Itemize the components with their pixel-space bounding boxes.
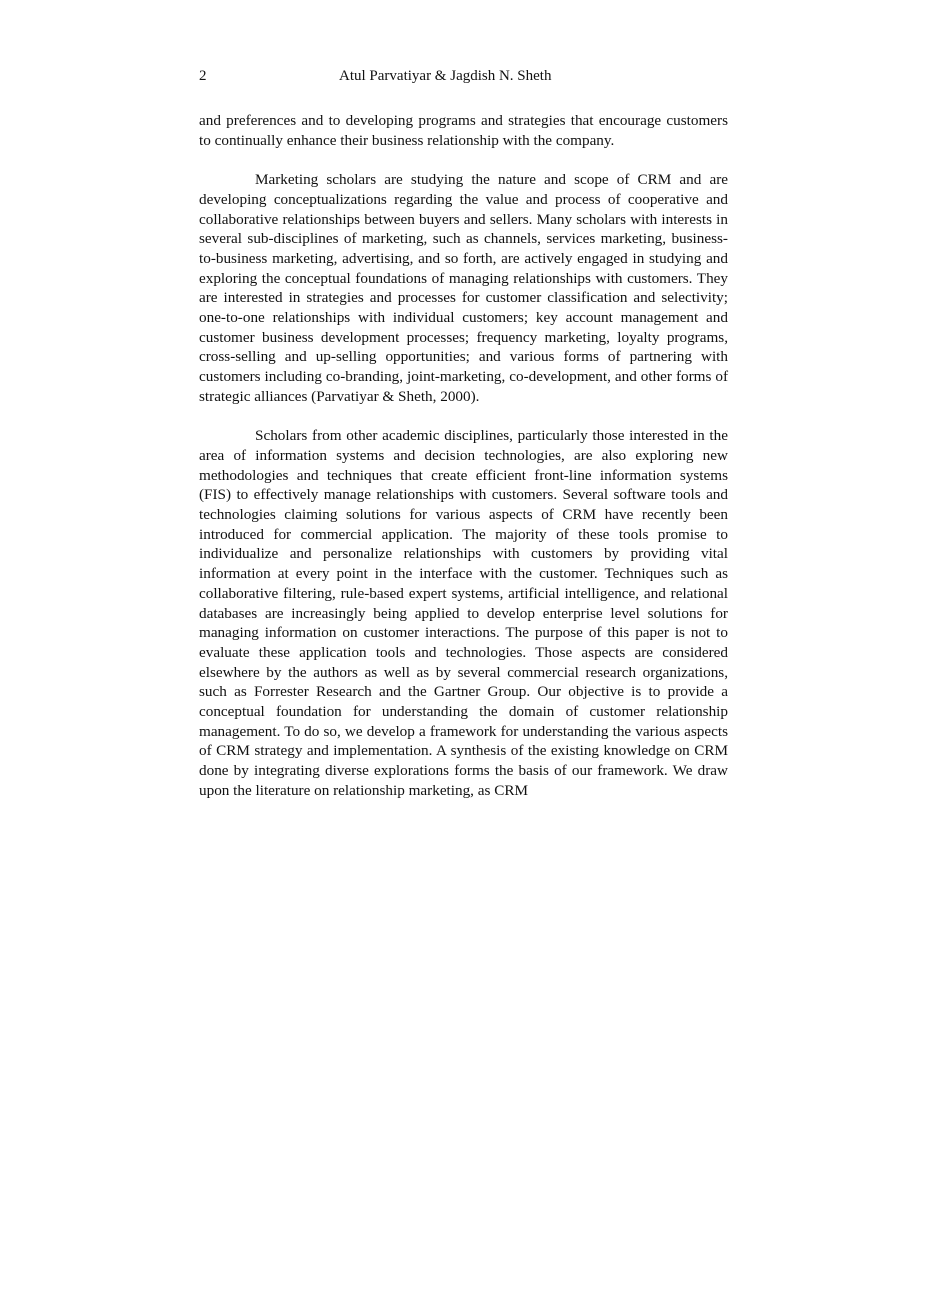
body-text	[199, 111, 728, 820]
running-header	[199, 66, 728, 86]
paragraph-marketing-scholars: Marketing scholars are studying the nature and scope of CRM and are developing conceptualizations regarding the value and process of cooperative and collaborative relationships between buyers and sellers. Many scholars with interests in several sub-disciplines of marketing, such as channels, services marketing, business-to-business marketing, advertising, and so forth, are actively engaged in studying and exploring the conceptual foundations of managing relationships with customers. They are interested in strategies and processes for customer classification and selectivity; one-to-one relationships with individual customers; key account management and customer business development processes; frequency marketing, loyalty programs, cross-selling and up-selling opportunities; and various forms of partnering with customers including co-branding, joint-marketing, co-development, and other forms of strategic alliances (Parvatiyar & Sheth, 2000).	[199, 171, 728, 405]
paragraph-continuation: and preferences and to developing programs and strategies that encourage customers to continually enhance their business relationship with the company.	[199, 112, 728, 149]
running-head-authors: Atul Parvatiyar & Jagdish N. Sheth	[339, 68, 552, 84]
page-number: 2	[199, 68, 207, 84]
paragraph-other-disciplines: Scholars from other academic disciplines, particularly those interested in the area of information systems and decision technologies, are also exploring new methodologies and techniques that create efficient front-line information systems (FIS) to effectively manage relationships with customers. Several software tools and technologies claiming solutions for various aspects of CRM have recently been introduced for commercial application. The majority of these tools promise to individualize and personalize relationships with customers by providing vital information at every point in the interface with the customer. Techniques such as collaborative filtering, rule-based expert systems, artificial intelligence, and relational databases are increasingly being applied to develop enterprise level solutions for managing information on customer interactions. The purpose of this paper is not to evaluate these application tools and technologies. Those aspects are considered elsewhere by the authors as well as by several commercial research organizations, such as Forrester Research and the Gartner Group. Our objective is to provide a conceptual foundation for understanding the domain of customer relationship management. To do so, we develop a framework for understanding the various aspects of CRM strategy and implementation. A synthesis of the existing knowledge on CRM done by integrating diverse explorations forms the basis of our framework. We draw upon the literature on relationship marketing, as CRM	[199, 427, 728, 799]
